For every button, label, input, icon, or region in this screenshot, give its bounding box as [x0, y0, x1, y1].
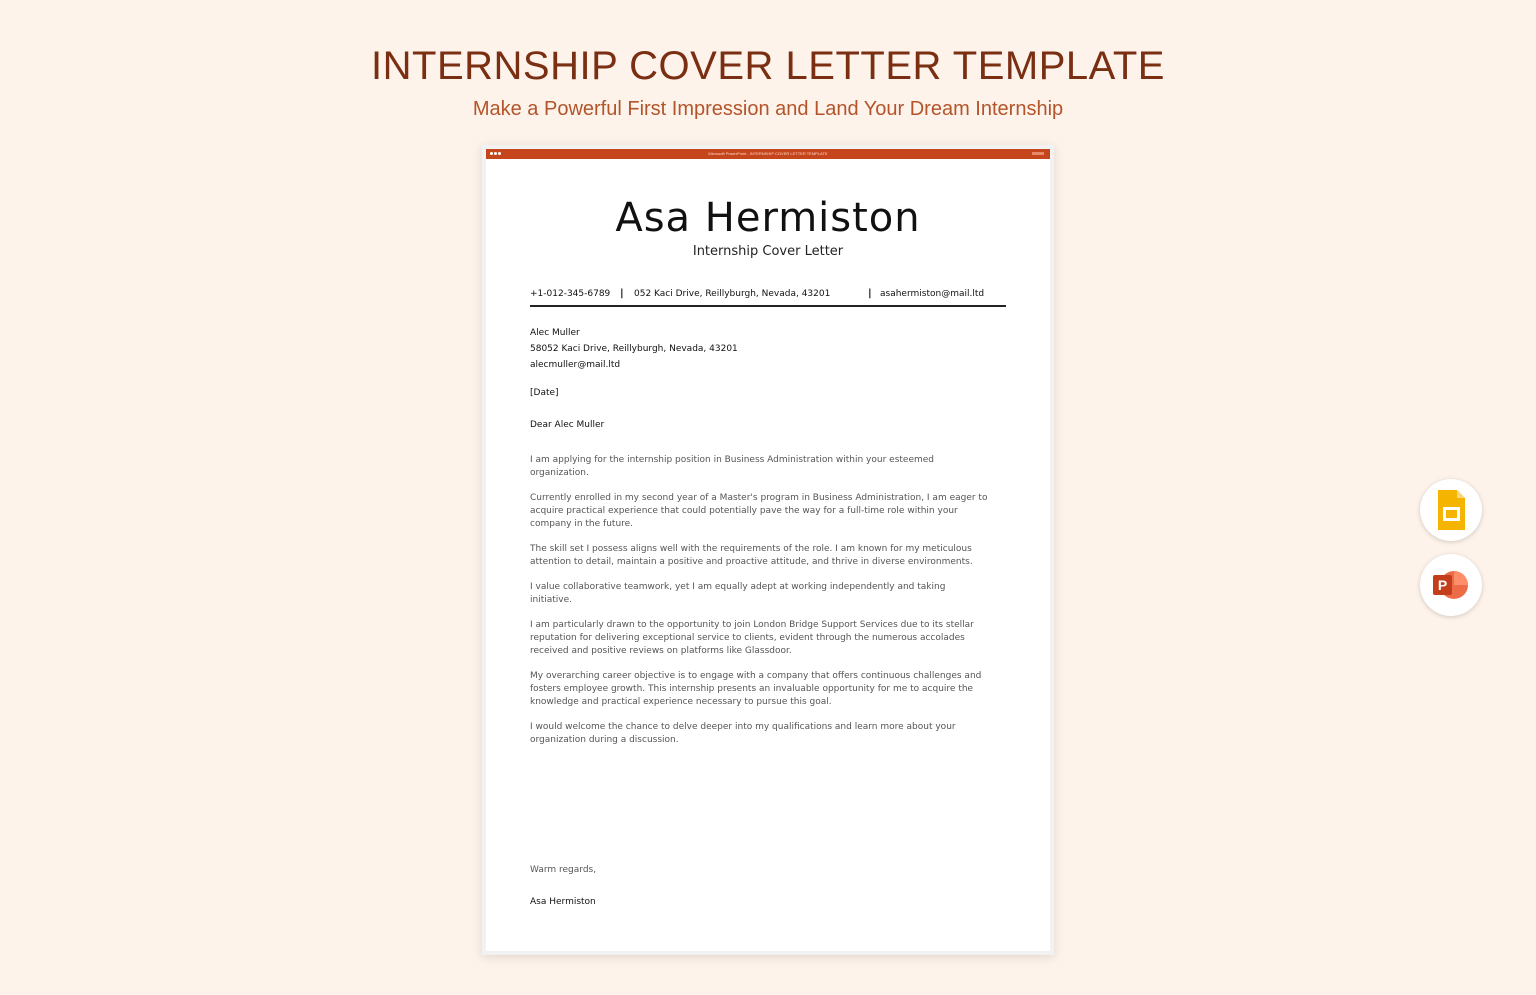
sender-address: 052 Kaci Drive, Reillyburgh, Nevada, 43201	[634, 289, 831, 299]
letter-subtitle: Internship Cover Letter	[692, 244, 844, 259]
page-title: INTERNSHIP COVER LETTER TEMPLATE	[371, 44, 1165, 88]
recipient-block	[530, 325, 738, 373]
recipient-address: 58052 Kaci Drive, Reillyburgh, Nevada, 43201	[530, 344, 738, 354]
separator: |	[620, 288, 624, 299]
body-paragraph: I am particularly drawn to the opportunity to join London Bridge Support Services due to its stellar reputation for delivering exceptional service to clients, evident through the numerous accolades received and positive reviews on platforms like Glassdoor.	[530, 620, 974, 656]
google-slides-button[interactable]	[1420, 479, 1482, 541]
powerpoint-icon	[1420, 554, 1482, 616]
salutation: Dear Alec Muller	[530, 420, 605, 430]
body-paragraph: My overarching career objective is to engage with a company that offers continuous challenges and fosters employee growth. This internship presents an invaluable opportunity for me to acquire the knowledge and practical experience necessary to pursue this goal.	[530, 671, 982, 707]
sender-phone: +1-012-345-6789	[530, 289, 611, 299]
window-resize-control[interactable]	[1032, 152, 1044, 155]
separator: |	[868, 288, 872, 299]
body-paragraph: I would welcome the chance to delve deeper into my qualifications and learn more about your organization during a discussion.	[530, 722, 956, 745]
body-paragraph: Currently enrolled in my second year of a Master's program in Business Administration, I am eager to acquire practical experience that could potentially pave the way for a full-time role within your company in the future.	[530, 493, 988, 529]
body-paragraph: The skill set I possess aligns well with the requirements of the role. I am known for my meticulous attention to detail, maintain a positive and proactive attitude, and thrive in diverse environments.	[530, 544, 973, 567]
letter-page	[486, 159, 1050, 951]
closing: Warm regards,	[530, 865, 597, 875]
recipient-email: alecmuller@mail.ltd	[530, 360, 621, 370]
letter-body	[530, 454, 988, 759]
body-paragraph: I value collaborative teamwork, yet I am equally adept at working independently and taking initiative.	[530, 582, 946, 605]
signature: Asa Hermiston	[530, 897, 596, 907]
page-subtitle: Make a Powerful First Impression and Land Your Dream Internship	[472, 98, 1064, 120]
google-slides-icon	[1420, 479, 1482, 541]
sender-name: Asa Hermiston	[615, 195, 921, 241]
window-titlebar	[486, 149, 1050, 159]
contact-bar	[530, 288, 1006, 307]
svg-text:P: P	[1437, 577, 1448, 593]
window-title: Microsoft PowerPoint - INTERNSHIP COVER LETTER TEMPLATE	[708, 151, 828, 156]
letter-date: [Date]	[530, 388, 559, 398]
sender-email: asahermiston@mail.ltd	[880, 289, 985, 299]
powerpoint-button[interactable]	[1420, 554, 1482, 616]
recipient-name: Alec Muller	[530, 328, 580, 338]
document-preview-window	[482, 145, 1054, 955]
body-paragraph: I am applying for the internship position in Business Administration within your esteemed organization.	[530, 455, 934, 478]
